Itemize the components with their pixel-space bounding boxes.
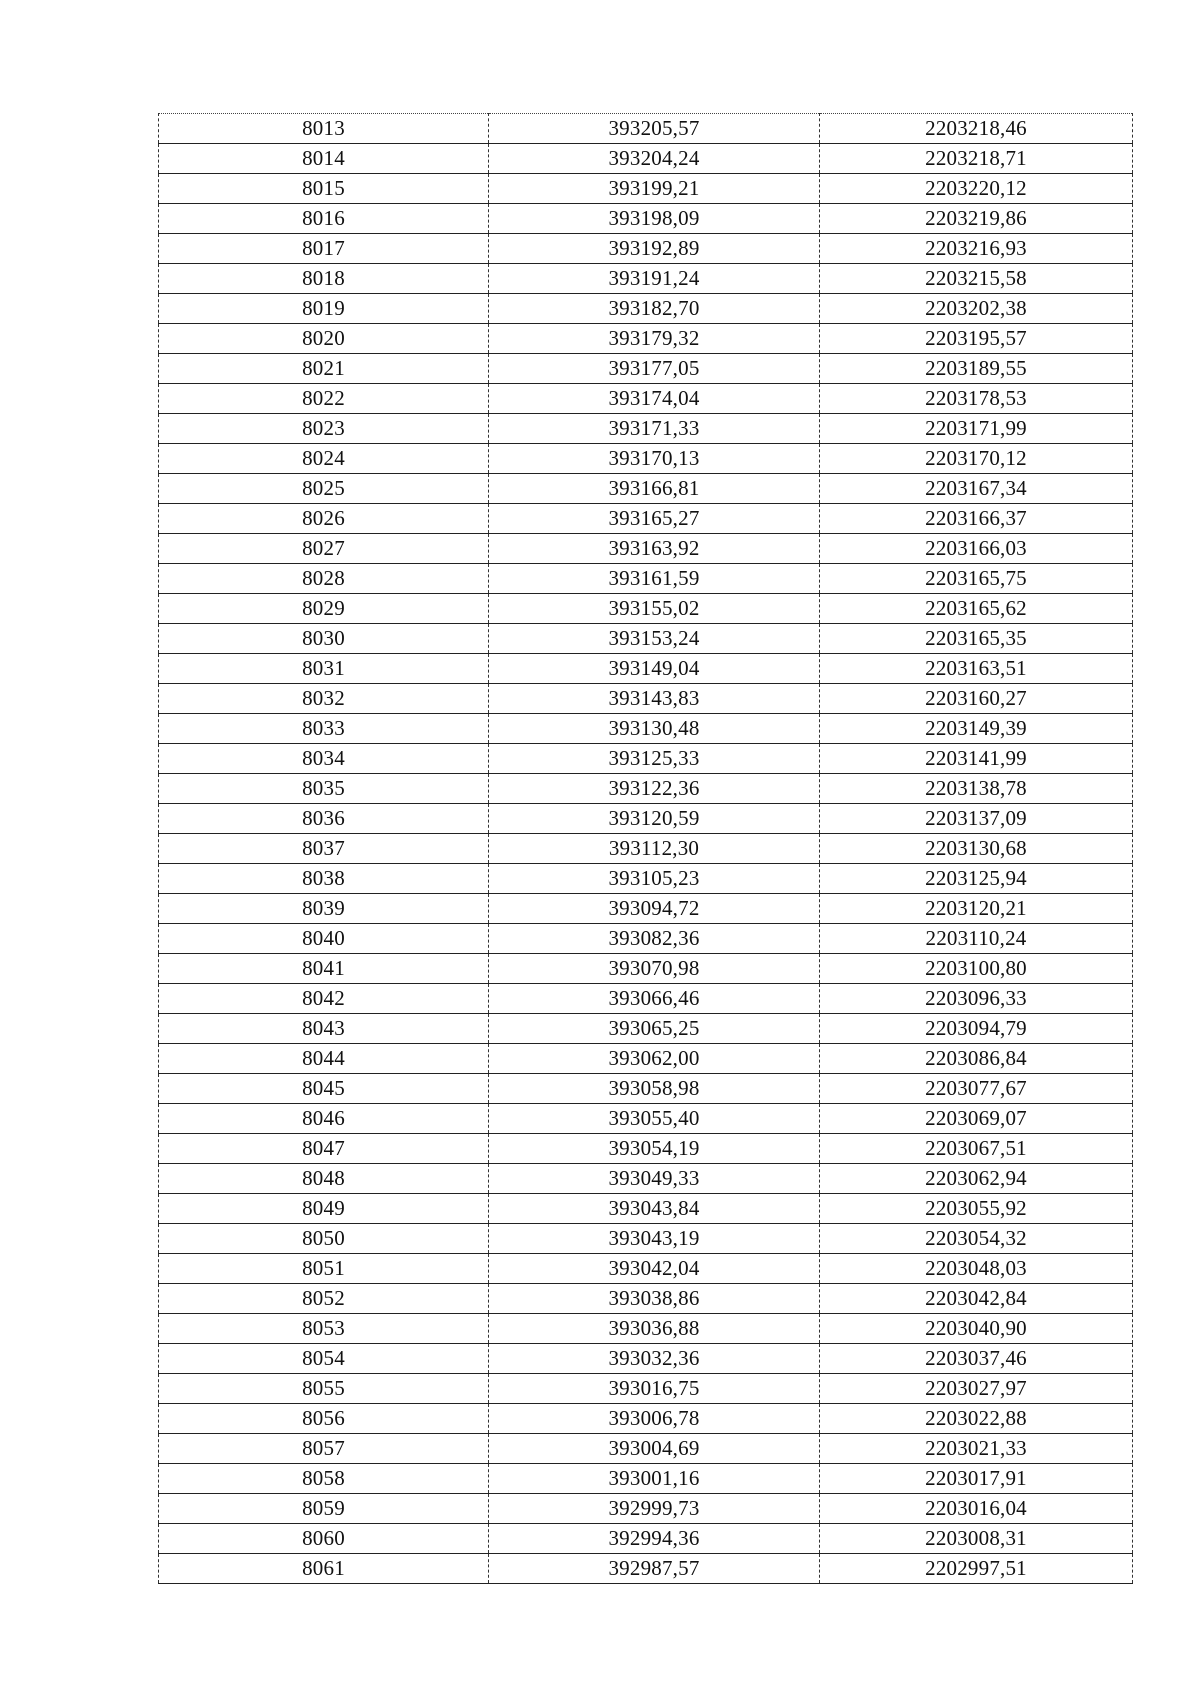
y-coordinate-cell: 2203027,97 — [820, 1374, 1133, 1404]
x-coordinate-cell: 393130,48 — [489, 714, 820, 744]
point-number-cell: 8026 — [159, 504, 489, 534]
table-row — [159, 1494, 1133, 1524]
x-coordinate-cell: 393166,81 — [489, 474, 820, 504]
y-coordinate-cell: 2203077,67 — [820, 1074, 1133, 1104]
table-row — [159, 234, 1133, 264]
table-row — [159, 564, 1133, 594]
point-number-cell: 8013 — [159, 114, 489, 144]
table-row — [159, 1404, 1133, 1434]
point-number-cell: 8047 — [159, 1134, 489, 1164]
x-coordinate-cell: 393058,98 — [489, 1074, 820, 1104]
table-row — [159, 684, 1133, 714]
x-coordinate-cell: 393205,57 — [489, 114, 820, 144]
point-number-cell: 8025 — [159, 474, 489, 504]
point-number-cell: 8036 — [159, 804, 489, 834]
table-row — [159, 924, 1133, 954]
table-row — [159, 474, 1133, 504]
table-row — [159, 1314, 1133, 1344]
point-number-cell: 8048 — [159, 1164, 489, 1194]
point-number-cell: 8024 — [159, 444, 489, 474]
table-row — [159, 504, 1133, 534]
point-number-cell: 8052 — [159, 1284, 489, 1314]
table-row — [159, 834, 1133, 864]
x-coordinate-cell: 393192,89 — [489, 234, 820, 264]
table-row — [159, 1284, 1133, 1314]
point-number-cell: 8041 — [159, 954, 489, 984]
x-coordinate-cell: 393161,59 — [489, 564, 820, 594]
y-coordinate-cell: 2203069,07 — [820, 1104, 1133, 1134]
y-coordinate-cell: 2203096,33 — [820, 984, 1133, 1014]
y-coordinate-cell: 2203167,34 — [820, 474, 1133, 504]
point-number-cell: 8056 — [159, 1404, 489, 1434]
x-coordinate-cell: 393171,33 — [489, 414, 820, 444]
table-row — [159, 864, 1133, 894]
point-number-cell: 8030 — [159, 624, 489, 654]
point-number-cell: 8016 — [159, 204, 489, 234]
y-coordinate-cell: 2203215,58 — [820, 264, 1133, 294]
table-row — [159, 384, 1133, 414]
y-coordinate-cell: 2203149,39 — [820, 714, 1133, 744]
x-coordinate-cell: 393054,19 — [489, 1134, 820, 1164]
y-coordinate-cell: 2203008,31 — [820, 1524, 1133, 1554]
y-coordinate-cell: 2203165,75 — [820, 564, 1133, 594]
point-number-cell: 8014 — [159, 144, 489, 174]
table-row — [159, 1344, 1133, 1374]
point-number-cell: 8061 — [159, 1554, 489, 1584]
x-coordinate-cell: 393016,75 — [489, 1374, 820, 1404]
y-coordinate-cell: 2203120,21 — [820, 894, 1133, 924]
point-number-cell: 8019 — [159, 294, 489, 324]
point-number-cell: 8027 — [159, 534, 489, 564]
y-coordinate-cell: 2203138,78 — [820, 774, 1133, 804]
x-coordinate-cell: 393199,21 — [489, 174, 820, 204]
x-coordinate-cell: 393120,59 — [489, 804, 820, 834]
x-coordinate-cell: 393043,19 — [489, 1224, 820, 1254]
table-row — [159, 774, 1133, 804]
point-number-cell: 8051 — [159, 1254, 489, 1284]
point-number-cell: 8054 — [159, 1344, 489, 1374]
point-number-cell: 8039 — [159, 894, 489, 924]
point-number-cell: 8058 — [159, 1464, 489, 1494]
point-number-cell: 8038 — [159, 864, 489, 894]
table-row — [159, 1014, 1133, 1044]
table-row — [159, 414, 1133, 444]
point-number-cell: 8032 — [159, 684, 489, 714]
y-coordinate-cell: 2203178,53 — [820, 384, 1133, 414]
x-coordinate-cell: 392999,73 — [489, 1494, 820, 1524]
table-row — [159, 114, 1133, 144]
x-coordinate-cell: 393191,24 — [489, 264, 820, 294]
point-number-cell: 8018 — [159, 264, 489, 294]
point-number-cell: 8043 — [159, 1014, 489, 1044]
y-coordinate-cell: 2203160,27 — [820, 684, 1133, 714]
table-row — [159, 954, 1133, 984]
point-number-cell: 8046 — [159, 1104, 489, 1134]
point-number-cell: 8033 — [159, 714, 489, 744]
point-number-cell: 8020 — [159, 324, 489, 354]
point-number-cell: 8045 — [159, 1074, 489, 1104]
point-number-cell: 8060 — [159, 1524, 489, 1554]
y-coordinate-cell: 2203094,79 — [820, 1014, 1133, 1044]
point-number-cell: 8037 — [159, 834, 489, 864]
table-row — [159, 264, 1133, 294]
table-row — [159, 1434, 1133, 1464]
point-number-cell: 8049 — [159, 1194, 489, 1224]
x-coordinate-cell: 393182,70 — [489, 294, 820, 324]
point-number-cell: 8035 — [159, 774, 489, 804]
point-number-cell: 8017 — [159, 234, 489, 264]
x-coordinate-cell: 393070,98 — [489, 954, 820, 984]
x-coordinate-cell: 393001,16 — [489, 1464, 820, 1494]
x-coordinate-cell: 393155,02 — [489, 594, 820, 624]
y-coordinate-cell: 2203219,86 — [820, 204, 1133, 234]
table-row — [159, 1164, 1133, 1194]
x-coordinate-cell: 393165,27 — [489, 504, 820, 534]
table-row — [159, 1524, 1133, 1554]
x-coordinate-cell: 393112,30 — [489, 834, 820, 864]
table-row — [159, 324, 1133, 354]
table-row — [159, 444, 1133, 474]
table-row — [159, 1104, 1133, 1134]
y-coordinate-cell: 2203220,12 — [820, 174, 1133, 204]
y-coordinate-cell: 2203100,80 — [820, 954, 1133, 984]
table-row — [159, 204, 1133, 234]
y-coordinate-cell: 2203086,84 — [820, 1044, 1133, 1074]
y-coordinate-cell: 2203054,32 — [820, 1224, 1133, 1254]
x-coordinate-cell: 393038,86 — [489, 1284, 820, 1314]
table-row — [159, 174, 1133, 204]
y-coordinate-cell: 2203016,04 — [820, 1494, 1133, 1524]
table-row — [159, 894, 1133, 924]
coordinates-table-body — [159, 114, 1133, 1584]
x-coordinate-cell: 393066,46 — [489, 984, 820, 1014]
table-row — [159, 1134, 1133, 1164]
table-row — [159, 294, 1133, 324]
y-coordinate-cell: 2203195,57 — [820, 324, 1133, 354]
table-row — [159, 624, 1133, 654]
point-number-cell: 8055 — [159, 1374, 489, 1404]
y-coordinate-cell: 2203170,12 — [820, 444, 1133, 474]
x-coordinate-cell: 393163,92 — [489, 534, 820, 564]
point-number-cell: 8023 — [159, 414, 489, 444]
table-row — [159, 534, 1133, 564]
x-coordinate-cell: 393122,36 — [489, 774, 820, 804]
x-coordinate-cell: 393062,00 — [489, 1044, 820, 1074]
table-row — [159, 1254, 1133, 1284]
x-coordinate-cell: 393105,23 — [489, 864, 820, 894]
y-coordinate-cell: 2203165,35 — [820, 624, 1133, 654]
y-coordinate-cell: 2203130,68 — [820, 834, 1133, 864]
point-number-cell: 8044 — [159, 1044, 489, 1074]
point-number-cell: 8053 — [159, 1314, 489, 1344]
x-coordinate-cell: 393036,88 — [489, 1314, 820, 1344]
table-row — [159, 1194, 1133, 1224]
x-coordinate-cell: 393032,36 — [489, 1344, 820, 1374]
y-coordinate-cell: 2203048,03 — [820, 1254, 1133, 1284]
x-coordinate-cell: 392994,36 — [489, 1524, 820, 1554]
y-coordinate-cell: 2203042,84 — [820, 1284, 1133, 1314]
x-coordinate-cell: 393204,24 — [489, 144, 820, 174]
table-row — [159, 744, 1133, 774]
y-coordinate-cell: 2203166,37 — [820, 504, 1133, 534]
point-number-cell: 8021 — [159, 354, 489, 384]
y-coordinate-cell: 2203021,33 — [820, 1434, 1133, 1464]
coordinates-table — [158, 113, 1133, 1584]
x-coordinate-cell: 393094,72 — [489, 894, 820, 924]
y-coordinate-cell: 2203125,94 — [820, 864, 1133, 894]
x-coordinate-cell: 393198,09 — [489, 204, 820, 234]
y-coordinate-cell: 2203037,46 — [820, 1344, 1133, 1374]
y-coordinate-cell: 2203062,94 — [820, 1164, 1133, 1194]
table-row — [159, 1374, 1133, 1404]
x-coordinate-cell: 393065,25 — [489, 1014, 820, 1044]
x-coordinate-cell: 393125,33 — [489, 744, 820, 774]
table-row — [159, 144, 1133, 174]
table-row — [159, 1224, 1133, 1254]
x-coordinate-cell: 392987,57 — [489, 1554, 820, 1584]
y-coordinate-cell: 2203202,38 — [820, 294, 1133, 324]
x-coordinate-cell: 393153,24 — [489, 624, 820, 654]
x-coordinate-cell: 393170,13 — [489, 444, 820, 474]
y-coordinate-cell: 2203165,62 — [820, 594, 1133, 624]
x-coordinate-cell: 393049,33 — [489, 1164, 820, 1194]
x-coordinate-cell: 393149,04 — [489, 654, 820, 684]
y-coordinate-cell: 2203137,09 — [820, 804, 1133, 834]
point-number-cell: 8031 — [159, 654, 489, 684]
table-row — [159, 714, 1133, 744]
table-row — [159, 804, 1133, 834]
table-row — [159, 984, 1133, 1014]
x-coordinate-cell: 393177,05 — [489, 354, 820, 384]
y-coordinate-cell: 2203110,24 — [820, 924, 1133, 954]
x-coordinate-cell: 393143,83 — [489, 684, 820, 714]
point-number-cell: 8028 — [159, 564, 489, 594]
x-coordinate-cell: 393004,69 — [489, 1434, 820, 1464]
y-coordinate-cell: 2203218,46 — [820, 114, 1133, 144]
y-coordinate-cell: 2203163,51 — [820, 654, 1133, 684]
x-coordinate-cell: 393055,40 — [489, 1104, 820, 1134]
table-row — [159, 654, 1133, 684]
x-coordinate-cell: 393174,04 — [489, 384, 820, 414]
point-number-cell: 8015 — [159, 174, 489, 204]
y-coordinate-cell: 2203171,99 — [820, 414, 1133, 444]
y-coordinate-cell: 2203067,51 — [820, 1134, 1133, 1164]
point-number-cell: 8029 — [159, 594, 489, 624]
y-coordinate-cell: 2203017,91 — [820, 1464, 1133, 1494]
point-number-cell: 8050 — [159, 1224, 489, 1254]
table-row — [159, 1074, 1133, 1104]
point-number-cell: 8057 — [159, 1434, 489, 1464]
table-row — [159, 1044, 1133, 1074]
y-coordinate-cell: 2203055,92 — [820, 1194, 1133, 1224]
y-coordinate-cell: 2203166,03 — [820, 534, 1133, 564]
point-number-cell: 8034 — [159, 744, 489, 774]
x-coordinate-cell: 393179,32 — [489, 324, 820, 354]
y-coordinate-cell: 2203189,55 — [820, 354, 1133, 384]
x-coordinate-cell: 393043,84 — [489, 1194, 820, 1224]
y-coordinate-cell: 2203022,88 — [820, 1404, 1133, 1434]
point-number-cell: 8040 — [159, 924, 489, 954]
y-coordinate-cell: 2202997,51 — [820, 1554, 1133, 1584]
x-coordinate-cell: 393042,04 — [489, 1254, 820, 1284]
point-number-cell: 8059 — [159, 1494, 489, 1524]
table-row — [159, 1554, 1133, 1584]
table-row — [159, 594, 1133, 624]
y-coordinate-cell: 2203216,93 — [820, 234, 1133, 264]
point-number-cell: 8042 — [159, 984, 489, 1014]
table-row — [159, 1464, 1133, 1494]
point-number-cell: 8022 — [159, 384, 489, 414]
table-row — [159, 354, 1133, 384]
y-coordinate-cell: 2203218,71 — [820, 144, 1133, 174]
y-coordinate-cell: 2203141,99 — [820, 744, 1133, 774]
x-coordinate-cell: 393082,36 — [489, 924, 820, 954]
x-coordinate-cell: 393006,78 — [489, 1404, 820, 1434]
y-coordinate-cell: 2203040,90 — [820, 1314, 1133, 1344]
